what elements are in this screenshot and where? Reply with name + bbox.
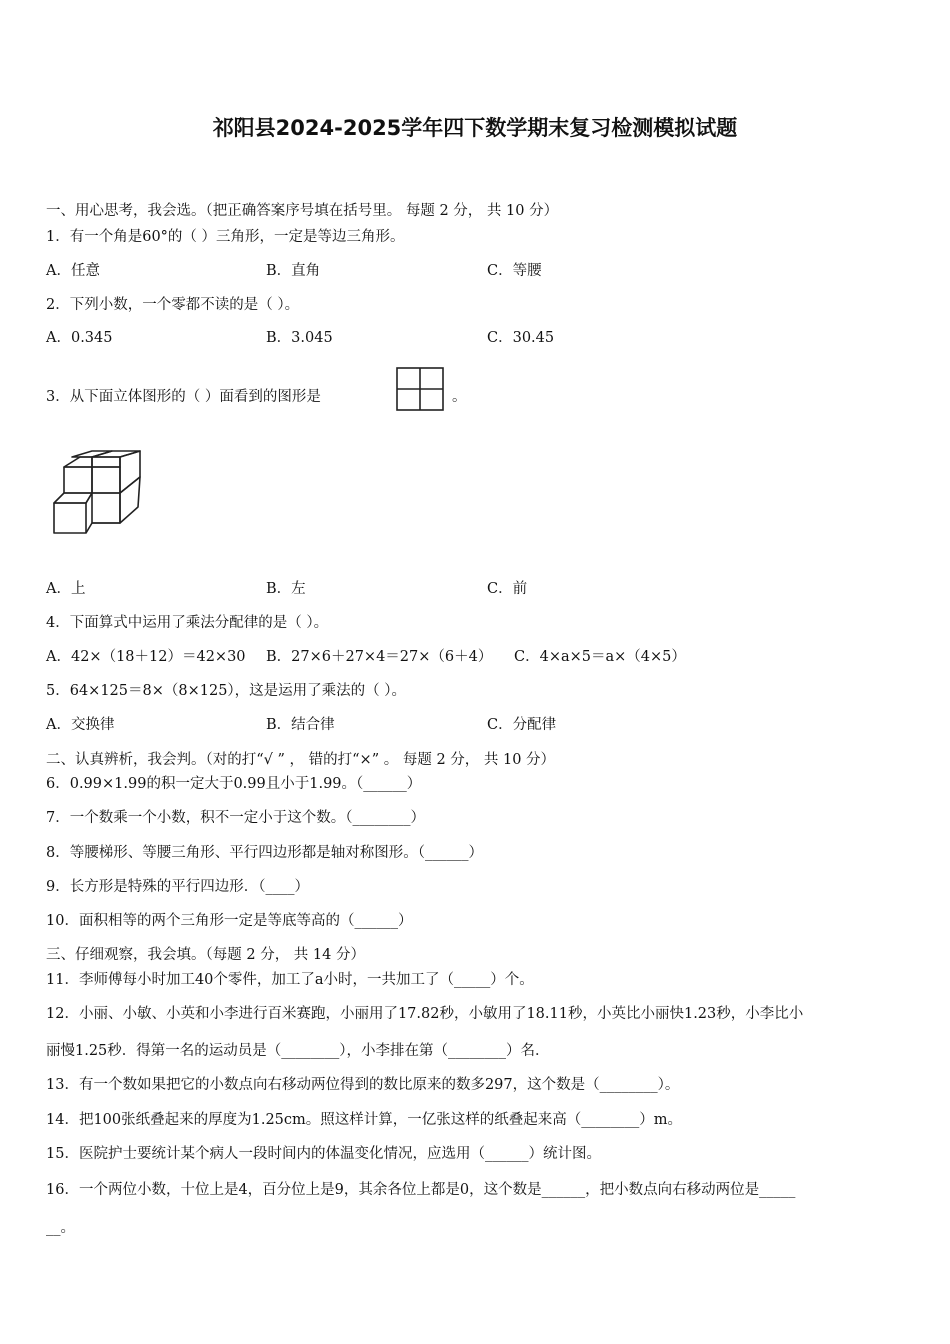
q4-option-a: A．42×（18＋12）＝42×30 [46,649,246,665]
question-1: 1．有一个角是60°的（ ）三角形，一定是等边三角形。 [46,229,405,245]
q2-option-a: A．0.345 [46,330,113,346]
stacked-cubes-figure [50,447,150,539]
q1-option-a: A．任意 [46,263,100,279]
question-12-line-2: 丽慢1.25秒．得第一名的运动员是（________），小李排在第（________）名． [46,1043,550,1059]
q5-option-b: B．结合律 [266,717,335,733]
section-1-heading: 一、用心思考，我会选。（把正确答案序号填在括号里。 每题 2 分， 共 10 分） [46,203,559,219]
question-2: 2．下列小数，一个零都不读的是（ ）。 [46,297,300,313]
q5-option-c: C．分配律 [487,717,557,733]
section-3-heading: 三、仔细观察，我会填。（每题 2 分， 共 14 分） [46,947,365,963]
question-11: 11．李师傅每小时加工40个零件，加工了a小时，一共加工了（_____）个。 [46,972,534,988]
question-5: 5．64×125＝8×（8×125），这是运用了乘法的（ ）。 [46,683,407,699]
page-title: 祁阳县2024-2025学年四下数学期末复习检测模拟试题 [212,116,738,140]
q3-option-a: A．上 [46,581,86,597]
question-7: 7．一个数乘一个小数，积不一定小于这个数。（________） [46,810,425,826]
q3-option-b: B．左 [266,581,306,597]
q4-option-c: C．4×a×5＝a×（4×5） [514,649,686,665]
question-16-line-2: __。 [46,1220,75,1236]
question-9: 9．长方形是特殊的平行四边形．（____） [46,879,309,895]
two-by-two-grid-figure [396,367,444,411]
q1-option-b: B．直角 [266,263,321,279]
q1-option-c: C．等腰 [487,263,542,279]
question-4: 4．下面算式中运用了乘法分配律的是（ ）。 [46,615,329,631]
q3-option-c: C．前 [487,581,528,597]
section-2-heading: 二、认真辨析，我会判。（对的打“√ ” ， 错的打“×” 。 每题 2 分， 共 10 分） [46,752,556,768]
question-14: 14．把100张纸叠起来的厚度为1.25cm。照这样计算，一亿张这样的纸叠起来高（________）m。 [46,1112,683,1128]
question-10: 10．面积相等的两个三角形一定是等底等高的（______） [46,913,413,929]
q4-option-b: B．27×6＋27×4＝27×（6＋4） [266,649,493,665]
q2-option-b: B．3.045 [266,330,333,346]
question-3-end: 。 [452,389,467,405]
question-12-line-1: 12．小丽、小敏、小英和小李进行百米赛跑，小丽用了17.82秒，小敏用了18.11秒，小英比小丽快1.23秒，小李比小 [46,1006,804,1022]
question-3: 3．从下面立体图形的（ ）面看到的图形是 [46,389,321,405]
question-6: 6．0.99×1.99的积一定大于0.99且小于1.99。（______） [46,776,422,792]
question-8: 8．等腰梯形、等腰三角形、平行四边形都是轴对称图形。（______） [46,845,483,861]
q5-option-a: A．交换律 [46,717,115,733]
question-16-line-1: 16．一个两位小数，十位上是4，百分位上是9，其余各位上都是0，这个数是______，把小数点向右移动两位是_____ [46,1182,796,1198]
q2-option-c: C．30.45 [487,330,555,346]
question-13: 13．有一个数如果把它的小数点向右移动两位得到的数比原来的数多297，这个数是（________）。 [46,1077,680,1093]
question-15: 15．医院护士要统计某个病人一段时间内的体温变化情况，应选用（______）统计图。 [46,1146,601,1162]
